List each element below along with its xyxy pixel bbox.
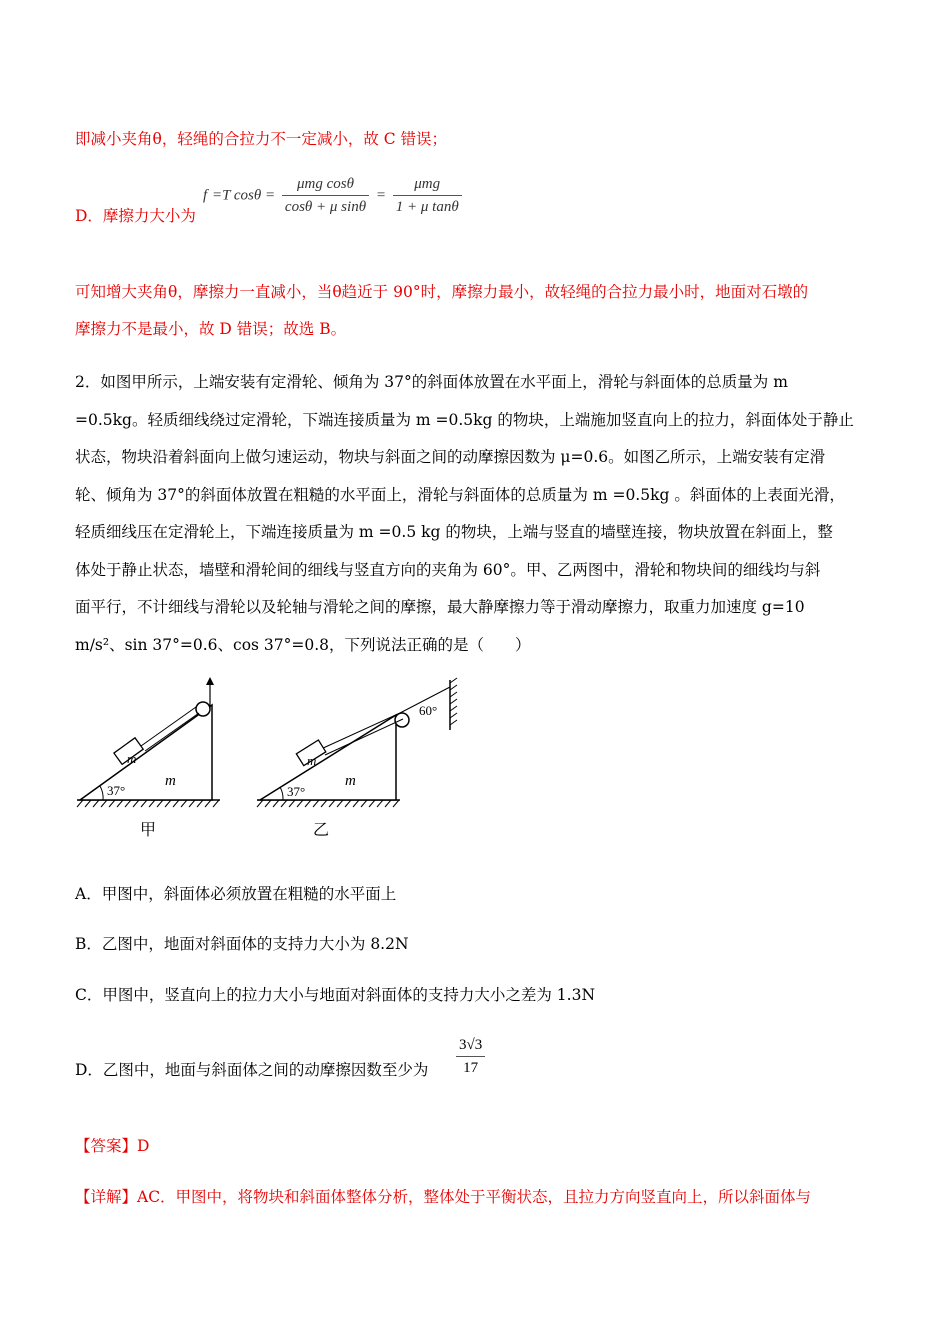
question-line: 体处于静止状态，墙壁和滑轮间的细线与竖直方向的夹角为 60°。甲、乙两图中，滑轮和物块间的细线均与斜 <box>75 560 821 579</box>
friction-formula <box>203 173 464 218</box>
option-d-text: D．乙图中，地面与斜面体之间的动摩擦因数至少为 <box>75 1061 429 1079</box>
formula-num1: μmg cosθ <box>282 173 369 196</box>
answer-label: 【答案】D <box>75 1137 150 1155</box>
yi-angle-label: 37° <box>287 784 306 799</box>
explanation-line-2-label: D．摩擦力大小为 <box>75 207 196 225</box>
jia-body-label: m <box>165 773 176 789</box>
explanation-line-4: 摩擦力不是最小，故 D 错误；故选 B。 <box>75 320 347 338</box>
option-b: B．乙图中，地面对斜面体的支持力大小为 8.2N <box>75 935 409 953</box>
formula-fraction-1 <box>282 173 369 218</box>
question-line: 2．如图甲所示，上端安装有定滑轮、倾角为 37°的斜面体放置在水平面上，滑轮与斜面体的总质量为 m <box>75 373 788 391</box>
question-line: 轮、倾角为 37°的斜面体放置在粗糙的水平面上，滑轮与斜面体的总质量为 m =0.5kg 。斜面体的上表面光滑， <box>75 485 845 504</box>
yi-rope-angle-label: 60° <box>419 703 438 718</box>
option-d-fraction <box>454 1034 487 1079</box>
yi-caption: 乙 <box>313 820 330 839</box>
figure-yi <box>255 675 465 845</box>
question-line: 轻质细线压在定滑轮上，下端连接质量为 m =0.5 kg 的物块，上端与竖直的墙壁连接，物块放置在斜面上，整 <box>75 523 833 541</box>
explanation-line-1: 即减小夹角θ，轻绳的合拉力不一定减小，故 C 错误； <box>75 130 448 148</box>
jia-angle-label: 37° <box>107 783 126 798</box>
option-c: C．甲图中，竖直向上的拉力大小与地面对斜面体的支持力大小之差为 1.3N <box>75 986 596 1004</box>
formula-eq1: =T cosθ = <box>211 187 276 204</box>
option-d-num: 3√3 <box>456 1034 485 1057</box>
question-line: =0.5kg。轻质细线绕过定滑轮，下端连接质量为 m =0.5kg 的物块，上端施加竖直向上的拉力，斜面体处于静止 <box>75 410 854 429</box>
formula-den1: cosθ + μ sinθ <box>284 199 367 215</box>
option-a: A．甲图中，斜面体必须放置在粗糙的水平面上 <box>75 885 397 903</box>
figure-jia <box>75 675 225 845</box>
answer-detail: 【详解】AC．甲图中，将物块和斜面体整体分析，整体处于平衡状态，且拉力方向竖直向上，所以斜面体与 <box>75 1188 812 1206</box>
formula-f: f <box>203 187 208 204</box>
question-2 <box>75 364 875 664</box>
yi-body-label: m <box>345 773 356 789</box>
formula-den2: 1 + μ tanθ <box>395 199 459 215</box>
option-d <box>75 1058 428 1080</box>
formula-eq2: = <box>375 187 386 204</box>
yi-block-label: m <box>307 753 317 768</box>
question-line: 面平行，不计细线与滑轮以及轮轴与滑轮之间的摩擦，最大静摩擦力等于滑动摩擦力，取重力加速度 g=10 <box>75 598 805 616</box>
question-line: m/s²、sin 37°=0.6、cos 37°=0.8，下列说法正确的是（ ） <box>75 635 531 654</box>
formula-num2: μmg <box>393 173 462 196</box>
formula-fraction-2 <box>393 173 462 218</box>
option-d-den: 17 <box>463 1060 479 1076</box>
jia-block-label: m <box>127 751 137 766</box>
jia-caption: 甲 <box>140 820 157 839</box>
question-line: 状态，物块沿着斜面向上做匀速运动，物块与斜面之间的动摩擦因数为 μ=0.6。如图乙所示，上端安装有定滑 <box>75 448 826 466</box>
explanation-line-3: 可知增大夹角θ，摩擦力一直减小，当θ趋近于 90°时，摩擦力最小，故轻绳的合拉力最小时，地面对石墩的 <box>75 283 809 301</box>
